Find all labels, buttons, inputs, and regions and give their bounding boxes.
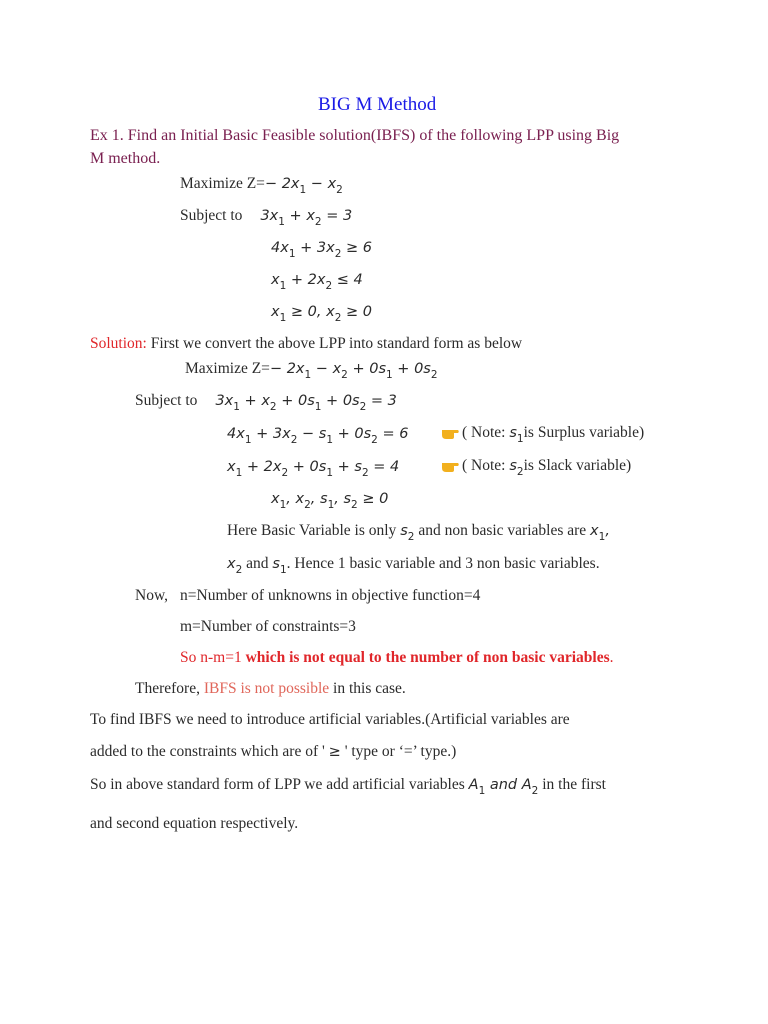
objective-standard: Maximize $Z=- 2x_1 - x_2 + 0s_1 + 0s_2$ <box>185 360 438 381</box>
example-line-1: Ex 1. Find an Initial Basic Feasible solution(IBFS) of the following LPP using Big <box>90 127 620 144</box>
solution-line: Solution: First we convert the above LPP into standard form as below <box>90 335 523 352</box>
artificial-para-line-1: To find IBFS we need to introduce artificial variables.(Artificial variables are <box>90 711 570 728</box>
constraint-1-standard: Subject to $3x_1 + x_2 + 0s_1 + 0s_2 = 3$ <box>135 392 397 413</box>
artificial-para-line-3: So in above standard form of LPP we add artificial variables $A_1$ and $A_2$ in the first <box>90 776 606 797</box>
objective-original: Maximize $Z=- 2x_1 - x_2$ <box>180 175 343 196</box>
artificial-para-line-2: added to the constraints which are of ' ≥ ' type or ‘=’ type.) <box>90 743 457 760</box>
basic-variables-line-1: Here Basic Variable is only $s_2$ and non basic variables are $x_1$, <box>227 522 610 543</box>
note-surplus: ( Note: $s_1is$ Surplus variable) <box>440 423 644 444</box>
example-line-2: M method. <box>90 150 161 167</box>
constraint-2-standard: $4x_1 + 3x_2 - s_1 + 0s_2 = 6$ <box>227 426 409 446</box>
constraint-1-original: Subject to $3x_1 + x_2 = 3$ <box>180 207 353 228</box>
constraint-3-standard: $x_1 + 2x_2 + 0s_1 + s_2 = 4$ <box>227 459 400 479</box>
note-slack: ( Note: $s_2is$ Slack variable) <box>440 456 631 477</box>
pointing-hand-icon <box>440 424 460 440</box>
nonnegativity-standard: $x_1$, $x_2$, $s_1$, $s_2 \ge 0$ <box>271 491 389 511</box>
constraint-3-original: $x_1 + 2x_2 \le 4$ <box>271 272 363 292</box>
n-definition: Now, n=Number of unknowns in objective function=4 <box>135 587 481 604</box>
pointing-hand-icon <box>440 457 460 473</box>
page-title: BIG M Method <box>318 94 437 115</box>
nonnegativity-original: $x_1 \ge 0$, $x_2 \ge 0$ <box>271 304 372 324</box>
basic-variables-line-2: $x_2$ and $s_1$. Hence 1 basic variable and 3 non basic variables. <box>227 555 600 576</box>
artificial-para-line-4: and second equation respectively. <box>90 815 299 832</box>
therefore-line: Therefore, IBFS is not possible in this case. <box>135 680 406 697</box>
n-minus-m-statement: So n-m=1 which is not equal to the number of non basic variables. <box>180 649 614 666</box>
constraint-2-original: $4x_1 + 3x_2 \ge 6$ <box>271 240 372 260</box>
m-definition: m=Number of constraints=3 <box>180 618 356 635</box>
